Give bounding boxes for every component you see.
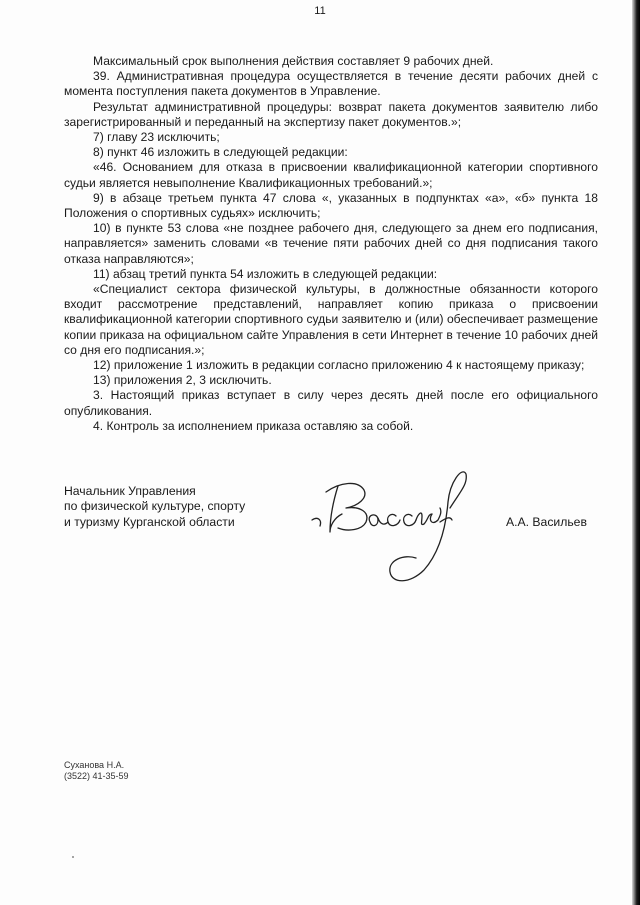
paragraph: 10) в пункте 53 слова «не позднее рабочего дня, следующего за днем его подписания, направляется» заменить словами «в течение пяти рабочих дней со дня подписания такого отказа направляются»; [64,221,598,266]
document-body [64,54,598,434]
paragraph: Максимальный срок выполнения действия составляет 9 рабочих дней. [93,54,494,68]
contact-phone: (3522) 41-35-59 [64,771,129,781]
paragraph: 9) в абзаце третьем пункта 47 слова «, указанных в подпунктах «а», «б» пункта 18 Положения о спортивных судьях» исключить; [64,190,598,221]
paragraph: 4. Контроль за исполнением приказа оставляю за собой. [93,418,414,433]
page-number: 11 [314,5,326,17]
paragraph: 39. Административная процедура осуществляется в течение десяти рабочих дней с момента поступления пакета документов в Управление. [64,69,598,99]
paragraph: 13) приложения 2, 3 исключить. [93,373,272,388]
scan-edge [632,0,640,905]
paragraph: 7) главу 23 исключить; [93,130,220,145]
paragraph: Результат административной процедуры: возврат пакета документов заявителю либо зарегистрированный и переданный на экспертизу пакет документов.»; [64,99,598,129]
signer-title [64,484,245,530]
contact-name: Суханова Н.А. [64,760,125,770]
paragraph: 11) абзац третий пункта 54 изложить в следующей редакции: [93,266,438,281]
signer-title-line: по физической культуре, спорту [64,499,246,514]
paragraph: «Специалист сектора физической культуры, в должностные обязанности которого входит рассмотрение представлений, направляет копию приказа о присвоении квалификационной категории спортивного судьи заявителю и (или) обеспечивает размещение копии приказа на официальном сайте Управления в сети Интернет в течение 10 рабочих дней со дня его подписания.»; [64,282,599,357]
signer-title-line: и туризму Курганской области [64,514,235,529]
signer-title-line: Начальник Управления [64,484,196,498]
contact-block [64,760,129,782]
handwritten-signature [300,462,480,597]
signer-name: А.А. Васильев [506,515,587,529]
paragraph: 3. Настоящий приказ вступает в силу через десять дней после его официального опубликования. [64,388,598,418]
scan-speck [72,856,74,858]
paragraph: 12) приложение 1 изложить в редакции согласно приложению 4 к настоящему приказу; [93,358,585,373]
paragraph: «46. Основанием для отказа в присвоении квалификационной категории спортивного судьи является невыполнение Квалификационных требований.»; [64,160,598,190]
paragraph: 8) пункт 46 изложить в следующей редакции: [93,145,348,160]
